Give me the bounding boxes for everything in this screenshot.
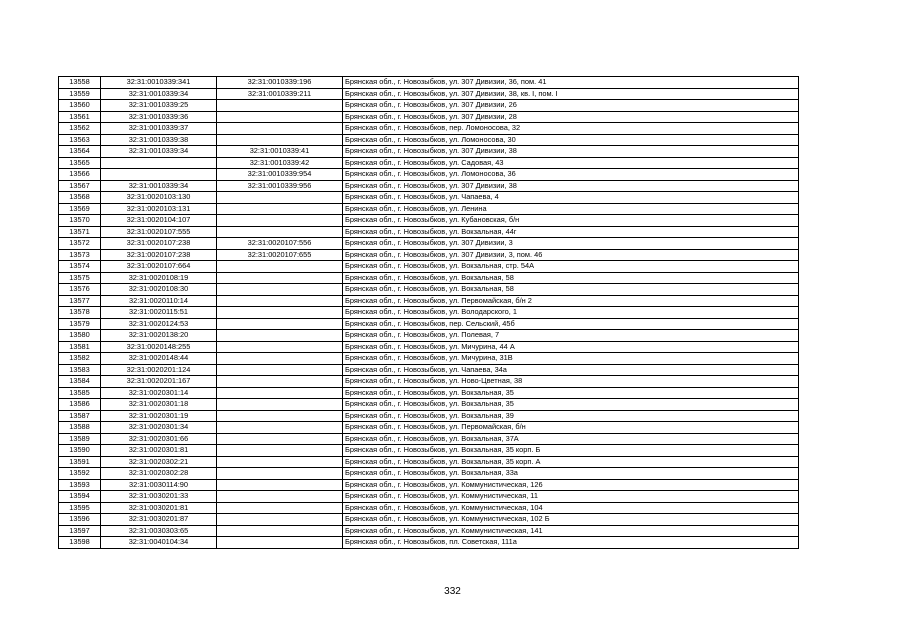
address-cell: Брянская обл., г. Новозыбков, пер. Ломоносова, 32 [343,123,799,135]
table-row [59,456,799,468]
address-cell: Брянская обл., г. Новозыбков, ул. 307 Дивизии, 38, кв. I, пом. I [343,88,799,100]
object-cadastral-number-cell [217,111,343,123]
object-cadastral-number-cell [217,502,343,514]
cadastral-number-cell: 32:31:0020301:34 [101,422,217,434]
row-number-cell: 13560 [59,100,101,112]
row-number-cell: 13566 [59,169,101,181]
object-cadastral-number-cell [217,272,343,284]
address-cell: Брянская обл., г. Новозыбков, ул. Садовая, 43 [343,157,799,169]
cadastral-number-cell: 32:31:0030201:33 [101,491,217,503]
cadastral-number-cell: 32:31:0020107:238 [101,249,217,261]
row-number-cell: 13593 [59,479,101,491]
address-cell: Брянская обл., г. Новозыбков, ул. Вокзальная, 35 [343,387,799,399]
cadastral-number-cell: 32:31:0010339:38 [101,134,217,146]
row-number-cell: 13572 [59,238,101,250]
table-row [59,479,799,491]
table-row [59,422,799,434]
cadastral-number-cell [101,169,217,181]
object-cadastral-number-cell [217,284,343,296]
table-row [59,284,799,296]
row-number-cell: 13569 [59,203,101,215]
row-number-cell: 13590 [59,445,101,457]
cadastral-number-cell: 32:31:0020107:238 [101,238,217,250]
address-cell: Брянская обл., г. Новозыбков, ул. Первомайская, б/н 2 [343,295,799,307]
cadastral-number-cell: 32:31:0020124:53 [101,318,217,330]
table-row [59,123,799,135]
row-number-cell: 13583 [59,364,101,376]
object-cadastral-number-cell [217,215,343,227]
cadastral-number-cell: 32:31:0040104:34 [101,537,217,549]
object-cadastral-number-cell [217,525,343,537]
cadastral-number-cell: 32:31:0010339:34 [101,180,217,192]
table-row [59,387,799,399]
row-number-cell: 13584 [59,376,101,388]
address-cell: Брянская обл., г. Новозыбков, ул. Вокзальная, стр. 54А [343,261,799,273]
row-number-cell: 13582 [59,353,101,365]
address-cell: Брянская обл., г. Новозыбков, ул. 307 Дивизии, 38 [343,146,799,158]
address-cell: Брянская обл., г. Новозыбков, ул. Вокзальная, 35 корп. Б [343,445,799,457]
row-number-cell: 13589 [59,433,101,445]
row-number-cell: 13573 [59,249,101,261]
object-cadastral-number-cell [217,341,343,353]
table-row [59,77,799,89]
address-cell: Брянская обл., г. Новозыбков, ул. Чапаева, 4 [343,192,799,204]
table-row [59,318,799,330]
cadastral-number-cell: 32:31:0020148:44 [101,353,217,365]
cadastral-number-cell: 32:31:0020138:20 [101,330,217,342]
cadastral-number-cell: 32:31:0010339:25 [101,100,217,112]
cadastral-number-cell: 32:31:0010339:34 [101,146,217,158]
object-cadastral-number-cell [217,514,343,526]
row-number-cell: 13578 [59,307,101,319]
row-number-cell: 13592 [59,468,101,480]
object-cadastral-number-cell: 32:31:0020107:655 [217,249,343,261]
object-cadastral-number-cell: 32:31:0020107:556 [217,238,343,250]
table-row [59,491,799,503]
table-row [59,295,799,307]
object-cadastral-number-cell [217,491,343,503]
object-cadastral-number-cell [217,192,343,204]
address-cell: Брянская обл., г. Новозыбков, ул. Чапаева, 34а [343,364,799,376]
object-cadastral-number-cell: 32:31:0010339:41 [217,146,343,158]
address-cell: Брянская обл., г. Новозыбков, ул. Вокзальная, 33а [343,468,799,480]
table-row [59,215,799,227]
object-cadastral-number-cell [217,433,343,445]
address-cell: Брянская обл., г. Новозыбков, ул. Коммунистическая, 102 Б [343,514,799,526]
cadastral-number-cell: 32:31:0020301:66 [101,433,217,445]
object-cadastral-number-cell [217,537,343,549]
address-cell: Брянская обл., г. Новозыбков, ул. Вокзальная, 58 [343,284,799,296]
object-cadastral-number-cell [217,376,343,388]
row-number-cell: 13591 [59,456,101,468]
cadastral-number-cell: 32:31:0010339:34 [101,88,217,100]
address-cell: Брянская обл., г. Новозыбков, ул. Коммунистическая, 104 [343,502,799,514]
table-row [59,341,799,353]
address-cell: Брянская обл., г. Новозыбков, ул. Мичурина, 31В [343,353,799,365]
object-cadastral-number-cell [217,364,343,376]
object-cadastral-number-cell [217,387,343,399]
object-cadastral-number-cell [217,330,343,342]
row-number-cell: 13558 [59,77,101,89]
table-row [59,307,799,319]
cadastral-number-cell: 32:31:0020107:664 [101,261,217,273]
cadastral-number-cell: 32:31:0020302:28 [101,468,217,480]
row-number-cell: 13585 [59,387,101,399]
cadastral-number-cell: 32:31:0020104:107 [101,215,217,227]
object-cadastral-number-cell [217,422,343,434]
object-cadastral-number-cell: 32:31:0010339:954 [217,169,343,181]
row-number-cell: 13561 [59,111,101,123]
address-cell: Брянская обл., г. Новозыбков, ул. Вокзальная, 58 [343,272,799,284]
cadastral-number-cell: 32:31:0020103:131 [101,203,217,215]
table-row [59,399,799,411]
object-cadastral-number-cell: 32:31:0010339:211 [217,88,343,100]
address-cell: Брянская обл., г. Новозыбков, ул. Коммунистическая, 141 [343,525,799,537]
address-cell: Брянская обл., г. Новозыбков, ул. Ново-Цветная, 38 [343,376,799,388]
table-row [59,226,799,238]
row-number-cell: 13564 [59,146,101,158]
row-number-cell: 13570 [59,215,101,227]
cadastral-number-cell: 32:31:0020201:124 [101,364,217,376]
cadastral-number-cell: 32:31:0010339:37 [101,123,217,135]
table-row [59,180,799,192]
table-row [59,249,799,261]
row-number-cell: 13596 [59,514,101,526]
object-cadastral-number-cell [217,353,343,365]
address-cell: Брянская обл., г. Новозыбков, ул. Вокзальная, 37А [343,433,799,445]
cadastral-number-cell [101,157,217,169]
row-number-cell: 13562 [59,123,101,135]
row-number-cell: 13594 [59,491,101,503]
cadastral-number-cell: 32:31:0020301:19 [101,410,217,422]
row-number-cell: 13565 [59,157,101,169]
table-row [59,157,799,169]
address-cell: Брянская обл., г. Новозыбков, ул. Вокзальная, 44г [343,226,799,238]
object-cadastral-number-cell: 32:31:0010339:42 [217,157,343,169]
table-row [59,502,799,514]
table-row [59,272,799,284]
address-cell: Брянская обл., г. Новозыбков, ул. Полевая, 7 [343,330,799,342]
cadastral-number-cell: 32:31:0020302:21 [101,456,217,468]
object-cadastral-number-cell: 32:31:0010339:196 [217,77,343,89]
row-number-cell: 13580 [59,330,101,342]
address-cell: Брянская обл., г. Новозыбков, ул. Володарского, 1 [343,307,799,319]
address-cell: Брянская обл., г. Новозыбков, ул. Первомайская, б/н [343,422,799,434]
table-row [59,146,799,158]
cadastral-number-cell: 32:31:0020301:18 [101,399,217,411]
table-row [59,192,799,204]
object-cadastral-number-cell [217,445,343,457]
address-cell: Брянская обл., г. Новозыбков, ул. 307 Дивизии, 3 [343,238,799,250]
address-cell: Брянская обл., г. Новозыбков, ул. Ленина [343,203,799,215]
table-row [59,433,799,445]
table-row [59,111,799,123]
table-row [59,514,799,526]
cadastral-number-cell: 32:31:0020301:14 [101,387,217,399]
cadastral-number-cell: 32:31:0020110:14 [101,295,217,307]
page-number: 332 [444,586,461,597]
address-cell: Брянская обл., г. Новозыбков, ул. 307 Дивизии, 36, пом. 41 [343,77,799,89]
address-cell: Брянская обл., г. Новозыбков, ул. Вокзальная, 35 корп. А [343,456,799,468]
table-row [59,238,799,250]
table-row [59,537,799,549]
object-cadastral-number-cell [217,399,343,411]
table-row [59,525,799,537]
address-cell: Брянская обл., г. Новозыбков, ул. Коммунистическая, 11 [343,491,799,503]
table-row [59,410,799,422]
row-number-cell: 13598 [59,537,101,549]
object-cadastral-number-cell [217,203,343,215]
address-cell: Брянская обл., г. Новозыбков, ул. Мичурина, 44 А [343,341,799,353]
registry-table [58,76,799,549]
table-row [59,445,799,457]
row-number-cell: 13595 [59,502,101,514]
row-number-cell: 13588 [59,422,101,434]
cadastral-number-cell: 32:31:0020301:81 [101,445,217,457]
address-cell: Брянская обл., г. Новозыбков, ул. 307 Дивизии, 38 [343,180,799,192]
table-row [59,376,799,388]
address-cell: Брянская обл., г. Новозыбков, ул. 307 Дивизии, 3, пом. 46 [343,249,799,261]
row-number-cell: 13571 [59,226,101,238]
cadastral-number-cell: 32:31:0030114:90 [101,479,217,491]
table-row [59,134,799,146]
cadastral-number-cell: 32:31:0010339:36 [101,111,217,123]
row-number-cell: 13579 [59,318,101,330]
row-number-cell: 13577 [59,295,101,307]
row-number-cell: 13568 [59,192,101,204]
row-number-cell: 13586 [59,399,101,411]
row-number-cell: 13575 [59,272,101,284]
object-cadastral-number-cell [217,226,343,238]
object-cadastral-number-cell [217,318,343,330]
address-cell: Брянская обл., г. Новозыбков, ул. Вокзальная, 39 [343,410,799,422]
table-row [59,88,799,100]
table-row [59,330,799,342]
address-cell: Брянская обл., г. Новозыбков, ул. 307 Дивизии, 26 [343,100,799,112]
cadastral-number-cell: 32:31:0020107:555 [101,226,217,238]
cadastral-number-cell: 32:31:0030201:81 [101,502,217,514]
table-row [59,169,799,181]
object-cadastral-number-cell [217,100,343,112]
row-number-cell: 13559 [59,88,101,100]
row-number-cell: 13587 [59,410,101,422]
object-cadastral-number-cell [217,479,343,491]
object-cadastral-number-cell [217,261,343,273]
object-cadastral-number-cell [217,134,343,146]
row-number-cell: 13581 [59,341,101,353]
table-row [59,100,799,112]
address-cell: Брянская обл., г. Новозыбков, пл. Советская, 111а [343,537,799,549]
cadastral-number-cell: 32:31:0020103:130 [101,192,217,204]
object-cadastral-number-cell [217,295,343,307]
address-cell: Брянская обл., г. Новозыбков, ул. 307 Дивизии, 28 [343,111,799,123]
cadastral-number-cell: 32:31:0030201:87 [101,514,217,526]
object-cadastral-number-cell [217,468,343,480]
row-number-cell: 13563 [59,134,101,146]
address-cell: Брянская обл., г. Новозыбков, ул. Ломоносова, 36 [343,169,799,181]
row-number-cell: 13574 [59,261,101,273]
registry-table-body [59,77,799,549]
table-row [59,261,799,273]
cadastral-number-cell: 32:31:0010339:341 [101,77,217,89]
object-cadastral-number-cell [217,456,343,468]
cadastral-number-cell: 32:31:0020108:30 [101,284,217,296]
object-cadastral-number-cell [217,307,343,319]
table-row [59,203,799,215]
cadastral-number-cell: 32:31:0020201:167 [101,376,217,388]
address-cell: Брянская обл., г. Новозыбков, пер. Сельский, 45б [343,318,799,330]
address-cell: Брянская обл., г. Новозыбков, ул. Коммунистическая, 126 [343,479,799,491]
address-cell: Брянская обл., г. Новозыбков, ул. Ломоносова, 30 [343,134,799,146]
cadastral-number-cell: 32:31:0020148:255 [101,341,217,353]
table-row [59,364,799,376]
object-cadastral-number-cell: 32:31:0010339:956 [217,180,343,192]
table-row [59,353,799,365]
cadastral-number-cell: 32:31:0020108:19 [101,272,217,284]
address-cell: Брянская обл., г. Новозыбков, ул. Кубановская, б/н [343,215,799,227]
object-cadastral-number-cell [217,410,343,422]
cadastral-number-cell: 32:31:0020115:51 [101,307,217,319]
row-number-cell: 13576 [59,284,101,296]
address-cell: Брянская обл., г. Новозыбков, ул. Вокзальная, 35 [343,399,799,411]
row-number-cell: 13597 [59,525,101,537]
cadastral-number-cell: 32:31:0030303:65 [101,525,217,537]
object-cadastral-number-cell [217,123,343,135]
table-row [59,468,799,480]
row-number-cell: 13567 [59,180,101,192]
